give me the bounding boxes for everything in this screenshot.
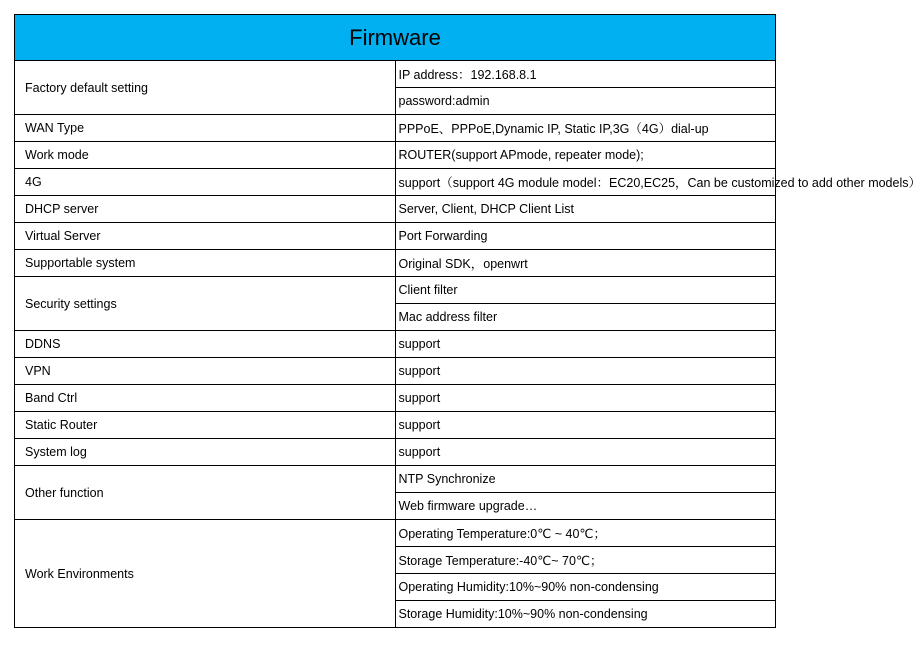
table-row: [15, 115, 776, 142]
table-row: [15, 331, 776, 358]
spec-table-body: [15, 61, 921, 628]
table-row: [15, 277, 776, 304]
table-row: [15, 142, 776, 169]
row-label: VPN: [15, 358, 396, 385]
row-value: IP address：192.168.8.1: [395, 61, 776, 88]
row-value: Operating Temperature:0℃ ~ 40℃；: [395, 520, 776, 547]
row-label: Static Router: [15, 412, 396, 439]
row-value: support: [395, 412, 776, 439]
row-value: Web firmware upgrade…: [395, 493, 776, 520]
row-label: Work mode: [15, 142, 396, 169]
row-label: Band Ctrl: [15, 385, 396, 412]
row-value: Storage Temperature:-40℃~ 70℃；: [395, 547, 776, 574]
table-title: Firmware: [15, 15, 776, 61]
row-label: DHCP server: [15, 196, 396, 223]
row-label: Other function: [15, 466, 396, 520]
table-row: [15, 169, 776, 196]
row-value: password:admin: [395, 88, 776, 115]
row-value: Client filter: [395, 277, 776, 304]
row-label: System log: [15, 439, 396, 466]
table-row: [15, 385, 776, 412]
row-value: support: [395, 439, 776, 466]
row-label: Security settings: [15, 277, 396, 331]
row-value: Storage Humidity:10%~90% non-condensing: [395, 601, 776, 628]
row-value: ROUTER(support APmode, repeater mode);: [395, 142, 776, 169]
row-value: support: [395, 358, 776, 385]
row-value: support: [395, 385, 776, 412]
row-value: PPPoE、PPPoE,Dynamic IP, Static IP,3G（4G）dial-up: [395, 115, 776, 142]
table-row: [15, 412, 776, 439]
row-label: WAN Type: [15, 115, 396, 142]
row-label: Factory default setting: [15, 61, 396, 115]
table-row: [15, 61, 776, 88]
row-value: NTP Synchronize: [395, 466, 776, 493]
row-value: Port Forwarding: [395, 223, 776, 250]
row-label: 4G: [15, 169, 396, 196]
row-value: support: [395, 331, 776, 358]
table-row: [15, 466, 776, 493]
row-value: Server, Client, DHCP Client List: [395, 196, 776, 223]
table-row: [15, 358, 776, 385]
table-row: [15, 223, 776, 250]
row-label: DDNS: [15, 331, 396, 358]
row-value: support（support 4G module model：EC20,EC25，Can be customized to add other models）: [395, 169, 776, 196]
row-value: Mac address filter: [395, 304, 776, 331]
row-value: Original SDK，openwrt: [395, 250, 776, 277]
row-label: Virtual Server: [15, 223, 396, 250]
table-row: [15, 520, 776, 547]
table-row: [15, 439, 776, 466]
title-row: [15, 15, 776, 61]
row-label: Work Environments: [15, 520, 396, 628]
table-row: [15, 196, 776, 223]
firmware-spec-table: [14, 14, 921, 628]
row-value: Operating Humidity:10%~90% non-condensing: [395, 574, 776, 601]
table-row: [15, 250, 776, 277]
row-label: Supportable system: [15, 250, 396, 277]
